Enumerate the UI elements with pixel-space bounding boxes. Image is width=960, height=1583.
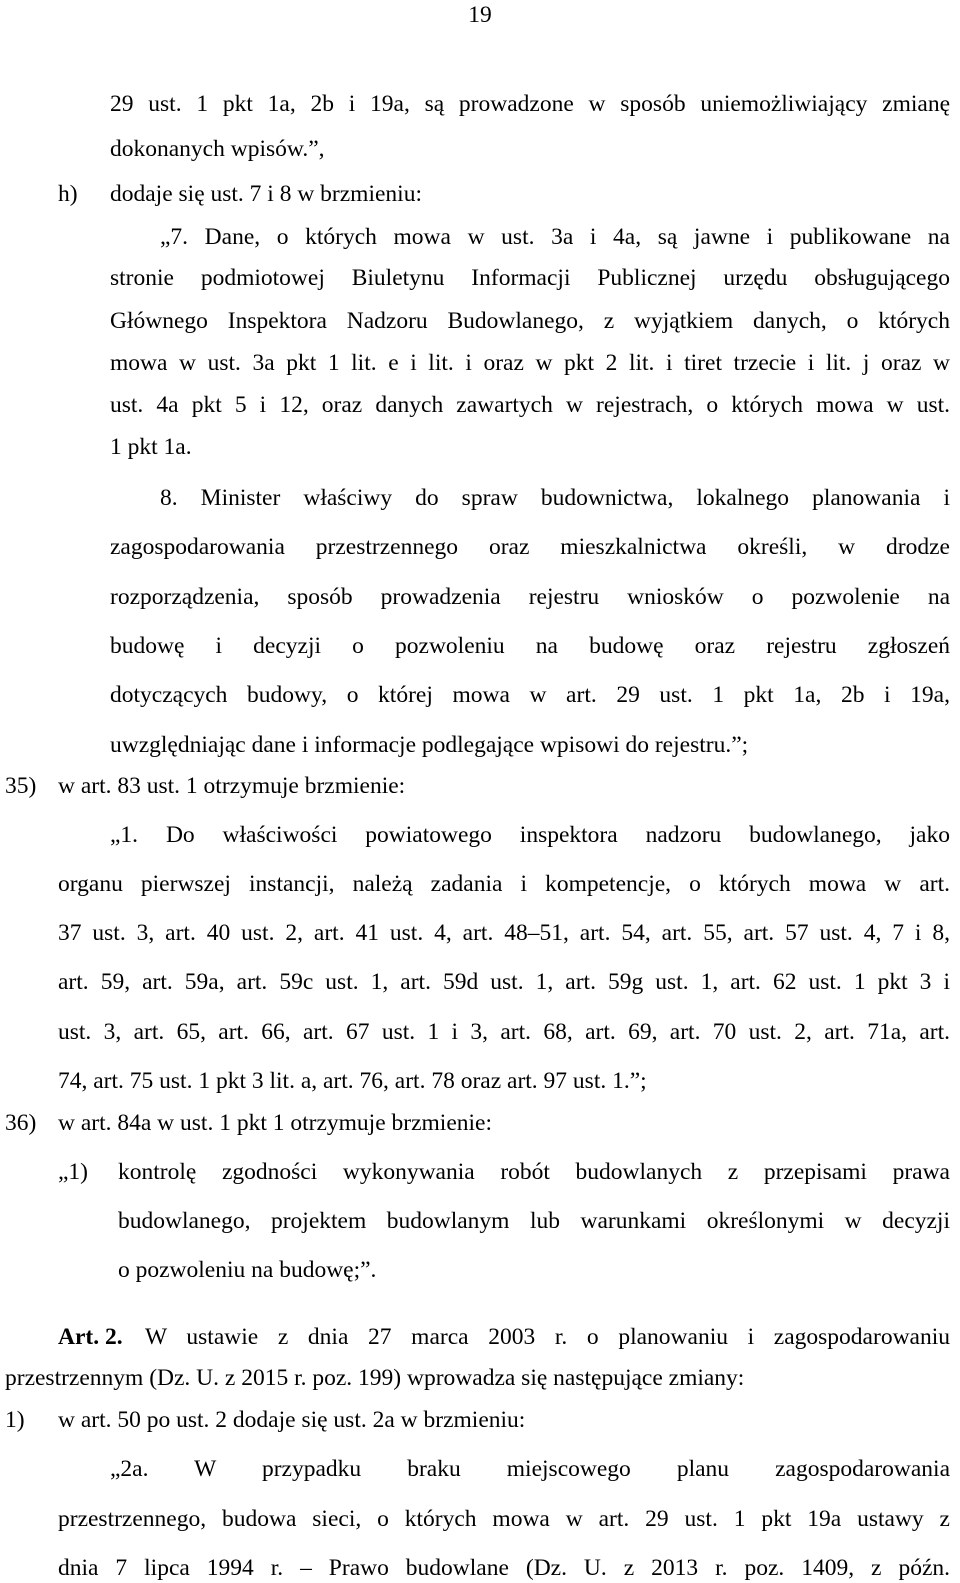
text-line: 1 pkt 1a. (110, 434, 192, 460)
text-line: 74, art. 75 ust. 1 pkt 3 lit. a, art. 76, art. 78 oraz art. 97 ust. 1.”; (58, 1068, 647, 1094)
text-line: organu pierwszej instancji, należą zadania i kompetencje, o których mowa w art. (58, 871, 950, 897)
text-line: rozporządzenia, sposób prowadzenia rejestru wniosków o pozwolenie na (110, 584, 950, 610)
text-line: w art. 84a w ust. 1 pkt 1 otrzymuje brzmienie: (58, 1110, 492, 1136)
text-line: dokonanych wpisów.”, (110, 136, 325, 162)
text-line: w art. 50 po ust. 2 dodaje się ust. 2a w brzmieniu: (58, 1407, 526, 1433)
text-line: uwzględniając dane i informacje podlegające wpisowi do rejestru.”; (110, 732, 749, 758)
text-line: zagospodarowania przestrzennego oraz mieszkalnictwa określi, w drodze (110, 534, 950, 560)
text-line: przestrzennego, budowa sieci, o których mowa w art. 29 ust. 1 pkt 19a ustawy z (58, 1506, 950, 1532)
list-marker: „1) (58, 1159, 89, 1185)
list-marker: 1) (5, 1407, 25, 1433)
text-line: 29 ust. 1 pkt 1a, 2b i 19a, są prowadzone w sposób uniemożliwiający zmianę (110, 91, 950, 117)
text-line: 37 ust. 3, art. 40 ust. 2, art. 41 ust. 4, art. 48–51, art. 54, art. 55, art. 57 ust. 4, 7 i 8, (58, 920, 950, 946)
list-marker: h) (58, 181, 78, 207)
text-line: o pozwoleniu na budowę;”. (118, 1257, 377, 1283)
text-line: art. 59, art. 59a, art. 59c ust. 1, art. 59d ust. 1, art. 59g ust. 1, art. 62 ust. 1 pkt 3 i (58, 969, 950, 995)
text-line: ust. 3, art. 65, art. 66, art. 67 ust. 1 i 3, art. 68, art. 69, art. 70 ust. 2, art. 71a, art. (58, 1019, 950, 1045)
page-number: 19 (468, 2, 492, 28)
text-line: mowa w ust. 3a pkt 1 lit. e i lit. i oraz w pkt 2 lit. i tiret trzecie i lit. j oraz w (110, 350, 950, 376)
text-line: Głównego Inspektora Nadzoru Budowlanego, z wyjątkiem danych, o których (110, 308, 950, 334)
text-line: budowlanego, projektem budowlanym lub warunkami określonymi w decyzji (118, 1208, 950, 1234)
text-line: dodaje się ust. 7 i 8 w brzmieniu: (110, 181, 422, 207)
list-marker: 36) (5, 1110, 37, 1136)
list-marker: 35) (5, 773, 37, 799)
text-line: dotyczących budowy, o której mowa w art. 29 ust. 1 pkt 1a, 2b i 19a, (110, 682, 950, 708)
text-line: „7. Dane, o których mowa w ust. 3a i 4a, są jawne i publikowane na (160, 224, 950, 250)
text-line: 8. Minister właściwy do spraw budownictwa, lokalnego planowania i (160, 485, 950, 511)
text-line: ust. 4a pkt 5 i 12, oraz danych zawartych w rejestrach, o których mowa w ust. (110, 392, 950, 418)
text-line: przestrzennym (Dz. U. z 2015 r. poz. 199) wprowadza się następujące zmiany: (5, 1365, 745, 1391)
text-line: stronie podmiotowej Biuletynu Informacji Publicznej urzędu obsługującego (110, 265, 950, 291)
text-line: kontrolę zgodności wykonywania robót budowlanych z przepisami prawa (118, 1159, 950, 1185)
text-line: W ustawie z dnia 27 marca 2003 r. o planowaniu i zagospodarowaniu (145, 1324, 950, 1350)
text-line: „2a. W przypadku braku miejscowego planu zagospodarowania (110, 1456, 950, 1482)
text-line: budowę i decyzji o pozwoleniu na budowę oraz rejestru zgłoszeń (110, 633, 950, 659)
text-line: dnia 7 lipca 1994 r. – Prawo budowlane (Dz. U. z 2013 r. poz. 1409, z późn. (58, 1555, 950, 1581)
text-line: „1. Do właściwości powiatowego inspektora nadzoru budowlanego, jako (110, 822, 950, 848)
article-heading: Art. 2. (58, 1324, 123, 1350)
text-line: w art. 83 ust. 1 otrzymuje brzmienie: (58, 773, 406, 799)
